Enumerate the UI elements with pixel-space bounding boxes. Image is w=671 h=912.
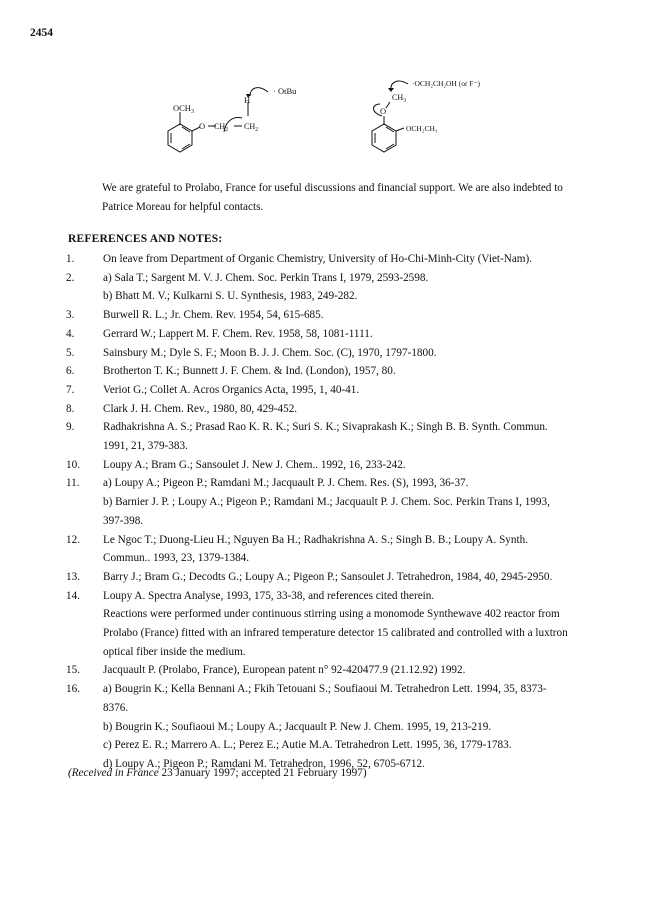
reference-number: 6. [66, 365, 75, 378]
left-label-h: H [244, 95, 251, 105]
reference-line: a) Bougrin K.; Kella Bennani A.; Fkih Tetouani S.; Soufiaoui M. Tetrahedron Lett. 1994, 35, 8373- [103, 683, 547, 696]
reference-line: Gerrard W.; Lappert M. F. Chem. Rev. 1958, 58, 1081-1111. [103, 327, 373, 340]
acknowledgement-line: We are grateful to Prolabo, France for useful discussions and financial support. We are also indebted to [102, 182, 563, 194]
reference-line: 1991, 21, 379-383. [103, 440, 188, 453]
left-label-o: O [199, 121, 206, 131]
received-suffix: 1997) [340, 767, 367, 779]
reference-line: Jacquault P. (Prolabo, France), European patent n° 92-420477.9 (21.12.92) 1992. [103, 664, 466, 677]
reference-number: 2. [66, 271, 75, 284]
reference-line: d) Loupy A.; Pigeon P.; Ramdani M. Tetrahedron, 1996, 52, 6705-6712. [103, 757, 425, 770]
acknowledgement-line: Patrice Moreau for helpful contacts. [102, 201, 264, 213]
references-list [66, 250, 626, 774]
reference-item [66, 418, 626, 455]
reference-number: 5. [66, 346, 75, 359]
right-label-ch3: $CH_3$ [392, 93, 407, 104]
reference-line: b) Barnier J. P. ; Loupy A.; Pigeon P.; Ramdani M.; Jacquault P. J. Chem. Soc. Perkin Trans I, 1993, [103, 496, 550, 509]
left-label-otbu: · OtBu [273, 86, 297, 96]
reference-line: Radhakrishna A. S.; Prasad Rao K. R. K.; Suri S. K.; Sivaprakash K.; Singh B. B. Synth. Commun. [103, 421, 548, 434]
left-label-och3: $OCH_3$ [173, 103, 194, 115]
reference-item [66, 381, 626, 400]
reference-number: 12. [66, 533, 80, 546]
acknowledgement [102, 179, 610, 217]
reference-line: Sainsbury M.; Dyle S. F.; Moon B. J. J. Chem. Soc. (C), 1970, 1797-1800. [103, 346, 437, 359]
reference-line: 8376. [103, 701, 129, 714]
reference-item [66, 250, 626, 269]
reference-item [66, 680, 626, 774]
reference-item [66, 474, 626, 530]
reference-number: 16. [66, 683, 80, 696]
references-heading: REFERENCES AND NOTES: [68, 233, 223, 245]
received-date-1: 23 January [161, 767, 211, 779]
reference-number: 11. [66, 477, 80, 490]
left-label-ch2b: $CH_2$ [244, 122, 259, 133]
reference-line: Loupy A.; Bram G.; Sansoulet J. New J. Chem.. 1992, 16, 233-242. [103, 458, 406, 471]
reference-line: b) Bougrin K.; Soufiaoui M.; Loupy A.; Jacquault P. New J. Chem. 1995, 19, 213-219. [103, 720, 492, 733]
received-prefix: (Received in France [68, 767, 159, 779]
reference-line: On leave from Department of Organic Chemistry, University of Ho-Chi-Minh-City (Viet-Nam). [103, 253, 533, 265]
received-date-2: 21 February [283, 767, 338, 779]
right-label-och2ch3: OCH₂CH₃ [406, 124, 438, 133]
reference-item [66, 344, 626, 363]
reference-line: Commun.. 1993, 23, 1379-1384. [103, 552, 250, 565]
reference-item [66, 531, 626, 568]
reference-item [66, 587, 626, 662]
reference-item [66, 306, 626, 325]
reference-line: a) Loupy A.; Pigeon P.; Ramdani M.; Jacquault P. J. Chem. Res. (S), 1993, 36-37. [103, 477, 469, 490]
reference-item [66, 661, 626, 680]
reference-number: 7. [66, 383, 75, 396]
reference-item [66, 400, 626, 419]
reference-item [66, 325, 626, 344]
reference-line: c) Perez E. R.; Marrero A. L.; Perez E.; Autie M.A. Tetrahedron Lett. 1995, 36, 1779-1783. [103, 739, 512, 752]
reference-line: optical fiber inside the medium. [103, 645, 246, 658]
reference-line: Loupy A. Spectra Analyse, 1993, 175, 33-38, and references cited therein. [103, 589, 435, 602]
chemical-scheme [150, 76, 530, 162]
reference-number: 9. [66, 421, 75, 434]
left-label-ch2a: $CH_2$ [214, 122, 229, 133]
reference-number: 4. [66, 327, 75, 340]
reference-line: Burwell R. L.; Jr. Chem. Rev. 1954, 54, 615-685. [103, 309, 324, 322]
reference-number: 3. [66, 309, 75, 322]
reference-line: a) Sala T.; Sargent M. V. J. Chem. Soc. Perkin Trans I, 1979, 2593-2598. [103, 271, 429, 284]
reference-number: 8. [66, 402, 75, 415]
left-structure [168, 88, 268, 152]
received-mid: 1997; accepted [213, 767, 281, 779]
reference-number: 14. [66, 589, 80, 602]
reference-item [66, 362, 626, 381]
reference-number: 15. [66, 664, 80, 677]
received-note [68, 767, 367, 779]
reference-line: 397-398. [103, 514, 144, 527]
reference-number: 1. [66, 253, 75, 265]
reference-item [66, 568, 626, 587]
reference-number: 10. [66, 458, 80, 471]
reference-line: Prolabo (France) fitted with an infrared temperature detector 15 calibrated and controlled with a luxtron [103, 627, 568, 640]
right-benzene-ring [372, 124, 396, 152]
page-number: 2454 [30, 27, 53, 39]
right-label-top: ·OCH₂CH₂OH (or F⁻) [412, 79, 480, 88]
right-structure [372, 81, 408, 152]
left-benzene-ring [168, 124, 192, 152]
reference-line: Le Ngoc T.; Duong-Lieu H.; Nguyen Ba H.; Radhakrishna A. S.; Singh B. B.; Loupy A. Synth. [103, 533, 528, 546]
reference-line: Barry J.; Bram G.; Decodts G.; Loupy A.; Pigeon P.; Sansoulet J. Tetrahedron, 1984, 40, 2945-2950. [103, 570, 553, 583]
reference-item [66, 269, 626, 306]
reference-item [66, 456, 626, 475]
reference-line: Veriot G.; Collet A. Acros Organics Acta, 1995, 1, 40-41. [103, 383, 360, 396]
reference-line: Brotherton T. K.; Bunnett J. F. Chem. & Ind. (London), 1957, 80. [103, 365, 396, 378]
reference-line: Clark J. H. Chem. Rev., 1980, 80, 429-452. [103, 402, 298, 415]
reference-line: Reactions were performed under continuous stirring using a monomode Synthewave 402 reactor from [103, 608, 560, 621]
reference-line: b) Bhatt M. V.; Kulkarni S. U. Synthesis, 1983, 249-282. [103, 290, 358, 303]
reference-number: 13. [66, 570, 80, 583]
right-label-o: O [380, 106, 387, 116]
